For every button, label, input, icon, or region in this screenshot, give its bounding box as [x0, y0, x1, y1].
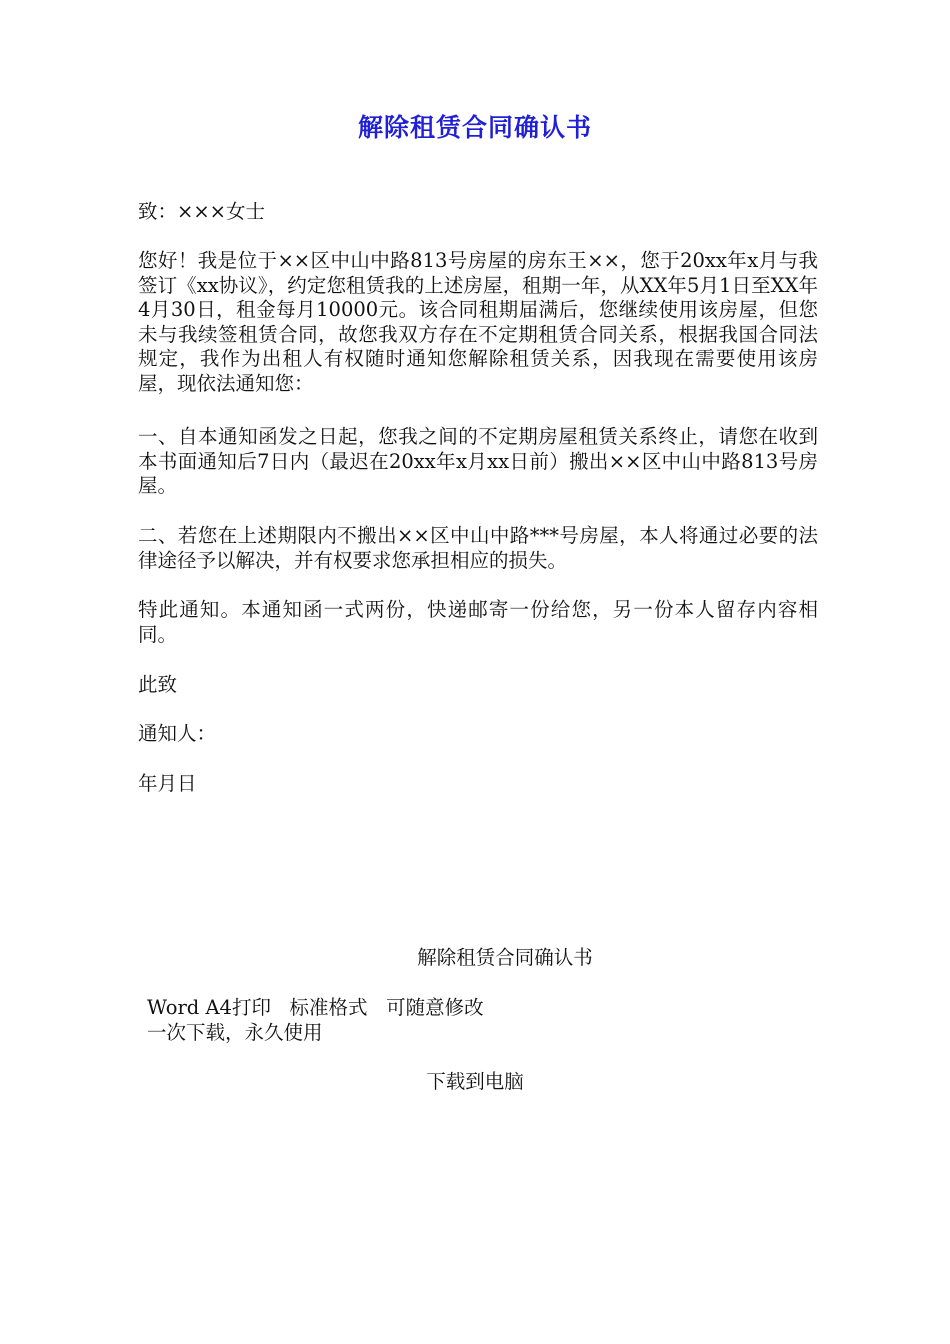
document-title: 解除租赁合同确认书 [357, 113, 592, 142]
footer-usage: 一次下载，永久使用 [147, 1021, 323, 1044]
clause-one: 一、自本通知函发之日起，您我之间的不定期房屋租赁关系终止，请您在收到本书面通知后7日内（最迟在20xx年x月xx日前）搬出××区中山中路813号房屋。 [138, 425, 818, 497]
closing-line: 此致 [138, 673, 178, 696]
salutation: 致：×××女士 [138, 200, 266, 223]
clause-two: 二、若您在上述期限内不搬出××区中山中路***号房屋，本人将通过必要的法律途径予以解决，并有权要求您承担相应的损失。 [138, 524, 818, 572]
footer-features: Word A4打印 标准格式 可随意修改 [147, 996, 484, 1019]
download-link[interactable]: 下载到电脑 [426, 1070, 524, 1093]
notice-paragraph: 特此通知。本通知函一式两份，快递邮寄一份给您，另一份本人留存内容相同。 [138, 598, 818, 646]
notifier-line: 通知人： [138, 722, 217, 745]
footer-title: 解除租赁合同确认书 [417, 946, 593, 969]
date-line: 年月日 [138, 772, 197, 795]
intro-paragraph: 您好！我是位于××区中山中路813号房屋的房东王××，您于20xx年x月与我签订《xx协议》，约定您租赁我的上述房屋，租期一年，从XX年5月1日至XX年4月30日，租金每月10000元。该合同租期届满后，您继续使用该房屋，但您未与我续签租赁合同，故您我双方存在不定期租赁合同关系，根据我国合同法规定，我作为出租人有权随时通知您解除租赁关系，因我现在需要使用该房屋，现依法通知您： [138, 249, 818, 395]
